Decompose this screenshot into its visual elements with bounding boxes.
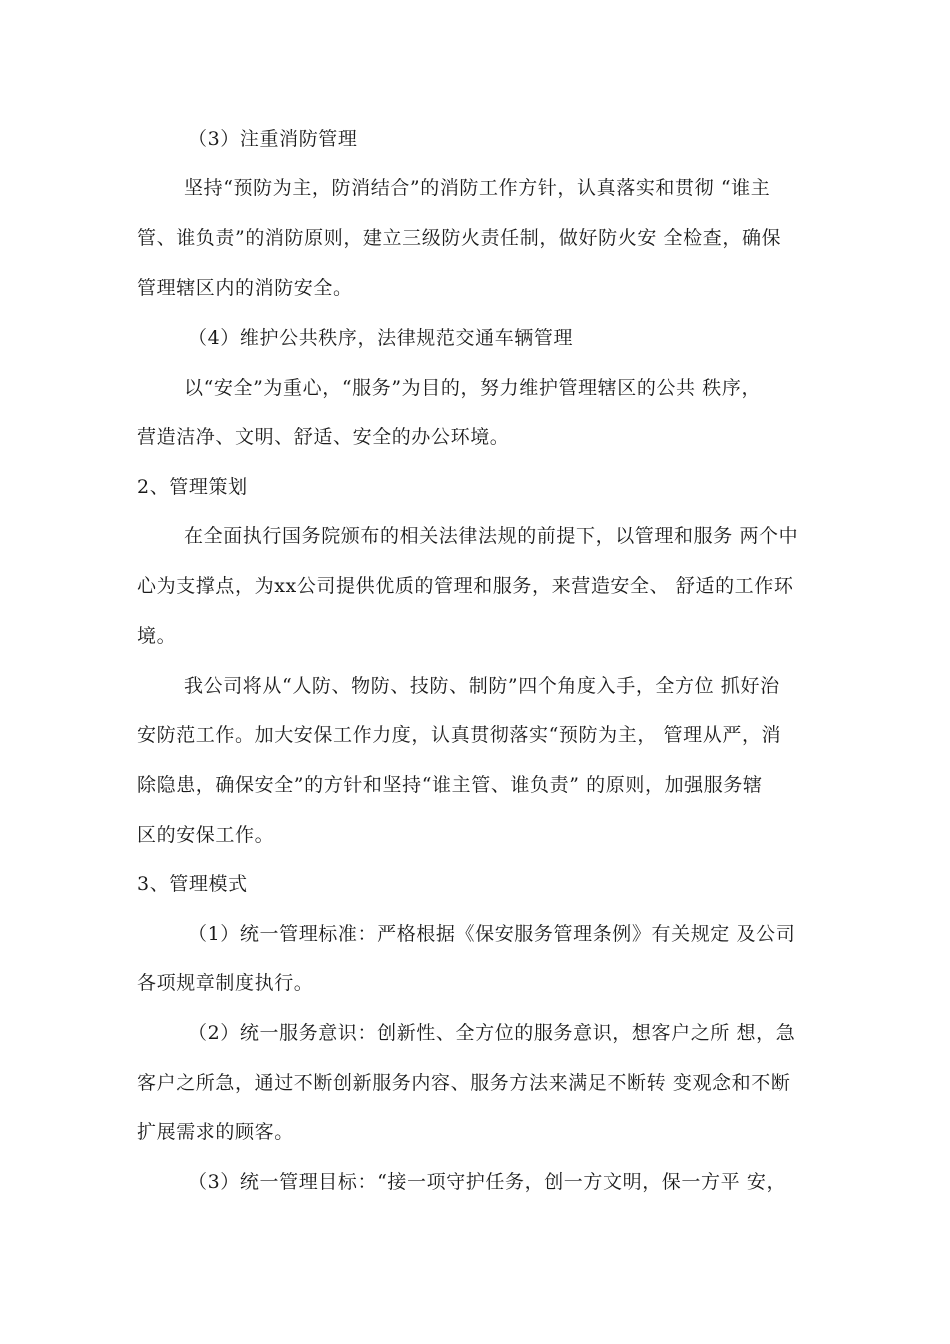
paragraph-line: 管理辖区内的消防安全。: [137, 277, 353, 299]
paragraph-line: 客户之所急，通过不断创新服务内容、服务方法来满足不断转 变观念和不断: [137, 1072, 791, 1094]
paragraph-line: 各项规章制度执行。: [137, 972, 314, 994]
paragraph-line: 安防范工作。加大安保工作力度，认真贯彻落实“预防为主， 管理从严，消: [137, 724, 782, 746]
paragraph-line: 境。: [137, 625, 177, 647]
subheading-fire-management: （3）注重消防管理: [188, 128, 358, 150]
paragraph-line: 在全面执行国务院颁布的相关法律法规的前提下，以管理和服务 两个中: [184, 525, 799, 547]
paragraph-line: （2）统一服务意识：创新性、全方位的服务意识，想客户之所 想，急: [188, 1022, 796, 1044]
paragraph-line: 管、谁负责”的消防原则，建立三级防火责任制，做好防火安 全检查，确保: [137, 227, 782, 249]
paragraph-line: （3）统一管理目标：“接一项守护任务，创一方文明，保一方平 安，: [188, 1171, 787, 1193]
paragraph-line: 营造洁净、文明、舒适、安全的办公环境。: [137, 426, 510, 448]
paragraph-line: 扩展需求的顾客。: [137, 1121, 294, 1143]
paragraph-line: 区的安保工作。: [137, 824, 275, 846]
paragraph-line: （1）统一管理标准：严格根据《保安服务管理条例》有关规定 及公司: [188, 923, 796, 945]
paragraph-line: 我公司将从“人防、物防、技防、制防”四个角度入手，全方位 抓好治: [184, 675, 780, 697]
paragraph-line: 除隐患，确保安全”的方针和坚持“谁主管、谁负责” 的原则，加强服务辖: [137, 774, 763, 796]
paragraph-line: 以“安全”为重心，“服务”为目的，努力维护管理辖区的公共 秩序，: [184, 377, 762, 399]
paragraph-line: 坚持“预防为主，防消结合”的消防工作方针，认真落实和贯彻 “谁主: [184, 177, 771, 199]
paragraph-line: 心为支撑点，为xx公司提供优质的管理和服务，来营造安全、 舒适的工作环: [137, 575, 794, 597]
section-heading-management-mode: 3、管理模式: [137, 873, 248, 895]
section-heading-management-planning: 2、管理策划: [137, 476, 248, 498]
subheading-public-order: （4）维护公共秩序，法律规范交通车辆管理: [188, 327, 574, 349]
